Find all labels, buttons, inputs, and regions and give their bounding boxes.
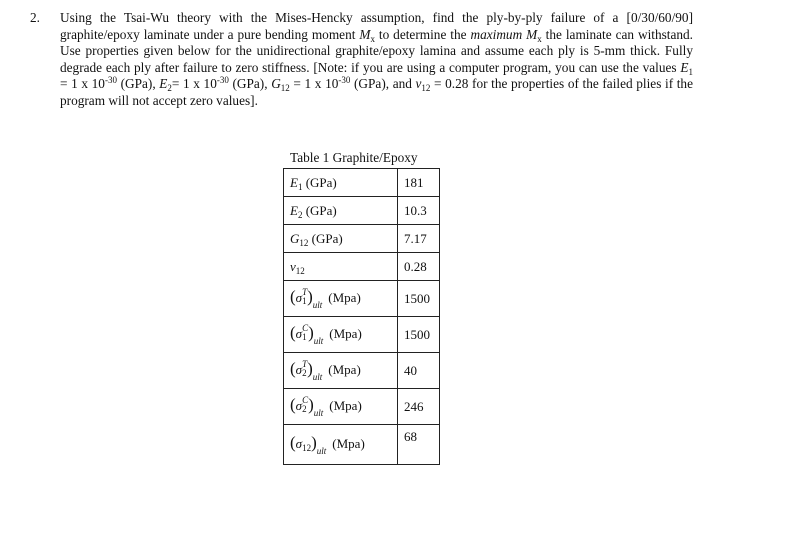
- mx-subscript: x: [370, 33, 375, 44]
- e2-value: = 1 x 10: [171, 76, 217, 92]
- g12-subscript: 12: [280, 83, 290, 94]
- subscript: 12: [302, 443, 312, 453]
- table-row-sigma2t: [284, 353, 440, 389]
- property-name-cell: [284, 225, 398, 253]
- strength-value-cell: 40: [398, 353, 440, 389]
- strength-name-cell: [284, 389, 398, 425]
- table-row-sigma1t: [284, 281, 440, 317]
- text-part-1: Using the Tsai-Wu theory with the Mises-Hencky assumption, find the ply-by-ply failure of a [0/30/60/90] graphite/epoxy laminate under a pure bending moment: [60, 10, 693, 42]
- paren-open: (: [290, 359, 296, 378]
- superscript: C: [302, 395, 309, 406]
- strength-name-cell: [284, 353, 398, 389]
- strength-name-cell: [284, 281, 398, 317]
- e2-symbol: E: [159, 76, 168, 92]
- text-part-2: to determine the: [374, 26, 471, 42]
- property-value-cell: 10.3: [398, 197, 440, 225]
- e1-subscript: 1: [688, 66, 693, 77]
- superscript: C: [302, 323, 309, 334]
- property-symbol: E: [290, 174, 298, 190]
- strength-value-cell: 1500: [398, 317, 440, 353]
- sup-sub: [302, 324, 308, 342]
- sigma-symbol: σ: [295, 436, 303, 451]
- sigma-symbol: σ: [295, 362, 303, 377]
- strength-unit: (Mpa): [328, 290, 361, 305]
- e2-unit: (GPa),: [228, 76, 272, 92]
- paren-close: ): [308, 323, 314, 342]
- text-part-3: the laminate can withstand. Use properties given below for the unidirectional graphite/epoxy lamina and assume each ply is 5-mm thick. Fully degrade each ply after failure to zero stiffness. [Note: if you are using a computer program, you can use the values: [60, 26, 694, 75]
- e1-value: = 1 x 10: [60, 76, 105, 92]
- ult-subscript: ult: [316, 446, 327, 456]
- nu-subscript: 12: [421, 83, 431, 94]
- strength-unit: (Mpa): [328, 362, 361, 377]
- table-row-nu12: [284, 253, 440, 281]
- property-symbol: E: [290, 202, 298, 218]
- sigma-symbol: σ: [295, 398, 303, 413]
- property-value-cell: 181: [398, 169, 440, 197]
- table-caption: Table 1 Graphite/Epoxy: [290, 150, 418, 165]
- property-subscript: 12: [295, 265, 305, 276]
- nu-value: = 0.28 for the properties of the failed plies if the program will not accept zero values].: [60, 76, 693, 108]
- paren-open: (: [290, 323, 296, 342]
- property-symbol: G: [290, 230, 300, 246]
- ult-subscript: ult: [313, 408, 324, 418]
- ult-subscript: ult: [313, 336, 324, 346]
- paren-close: ): [308, 395, 314, 414]
- strength-unit: (Mpa): [329, 326, 362, 341]
- table-row-g12: [284, 225, 440, 253]
- property-unit: (GPa): [302, 202, 337, 218]
- g12-exponent: -30: [338, 75, 351, 86]
- maximum-phrase: maximum M: [470, 26, 538, 42]
- paren-open: (: [290, 433, 296, 452]
- sigma-symbol: σ: [295, 326, 303, 341]
- subscript: 1: [302, 296, 307, 307]
- e1-exponent: -30: [104, 75, 117, 86]
- strength-name-cell: [284, 317, 398, 353]
- problem-statement: [60, 10, 693, 110]
- e1-symbol: E: [680, 59, 689, 75]
- e2-exponent: -30: [216, 75, 229, 86]
- property-name-cell: [284, 169, 398, 197]
- property-subscript: 12: [299, 237, 309, 248]
- ult-subscript: ult: [312, 372, 323, 382]
- g12-value: = 1 x 10: [289, 76, 339, 92]
- paren-close: ): [311, 433, 317, 452]
- paren-close: ): [307, 359, 313, 378]
- property-symbol: ν: [290, 258, 296, 274]
- property-subscript: 1: [297, 181, 303, 192]
- property-value-cell: 7.17: [398, 225, 440, 253]
- g12-symbol: G: [271, 76, 281, 92]
- ult-subscript: ult: [312, 300, 323, 310]
- property-value-cell: 0.28: [398, 253, 440, 281]
- superscript: T: [302, 359, 308, 370]
- property-unit: (GPa): [302, 174, 337, 190]
- strength-value-cell: 68: [398, 425, 440, 465]
- strength-name-cell: [284, 425, 398, 465]
- maximum-subscript: x: [537, 33, 542, 44]
- strength-value-cell: 246: [398, 389, 440, 425]
- superscript: T: [302, 287, 308, 298]
- mx-symbol: M: [359, 26, 371, 42]
- g12-unit: (GPa), and: [350, 76, 416, 92]
- table-row-e2: [284, 197, 440, 225]
- property-unit: (GPa): [308, 230, 343, 246]
- table-row-tau12: [284, 425, 440, 465]
- paren-open: (: [290, 395, 296, 414]
- strength-value-cell: 1500: [398, 281, 440, 317]
- table-row-e1: [284, 169, 440, 197]
- sup-sub: [302, 396, 308, 414]
- property-name-cell: [284, 253, 398, 281]
- sup-sub: [302, 288, 307, 306]
- sigma-symbol: σ: [295, 290, 303, 305]
- subscript: 2: [302, 404, 307, 415]
- paren-open: (: [290, 287, 296, 306]
- e1-unit: (GPa),: [116, 76, 160, 92]
- problem-number: 2.: [30, 10, 40, 25]
- nu-symbol: ν: [415, 76, 422, 92]
- table-row-sigma2c: [284, 389, 440, 425]
- strength-unit: (Mpa): [332, 436, 365, 451]
- properties-table: [283, 168, 440, 465]
- table-row-sigma1c: [284, 317, 440, 353]
- paren-close: ): [307, 287, 313, 306]
- subscript: 1: [302, 332, 307, 343]
- property-name-cell: [284, 197, 398, 225]
- strength-unit: (Mpa): [329, 398, 362, 413]
- subscript: 2: [302, 368, 307, 379]
- e2-subscript: 2: [167, 83, 172, 94]
- property-subscript: 2: [297, 209, 303, 220]
- sup-sub: [302, 360, 307, 378]
